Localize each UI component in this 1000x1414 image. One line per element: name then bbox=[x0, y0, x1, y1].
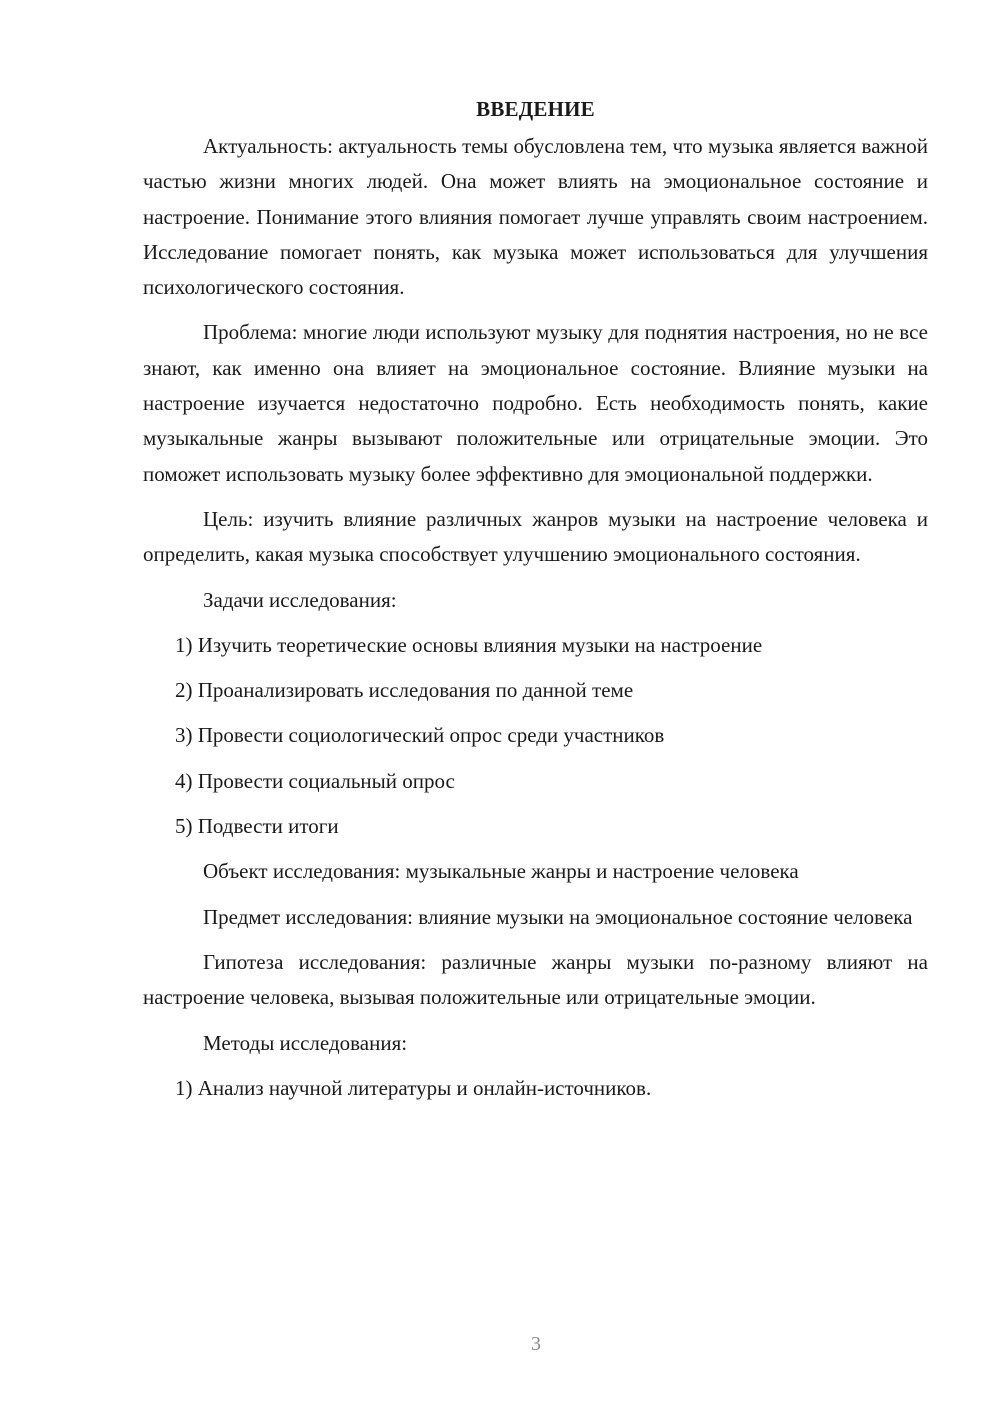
method-item: 1) Анализ научной литературы и онлайн-источников. bbox=[175, 1075, 652, 1100]
document-page bbox=[143, 92, 928, 1116]
problem-paragraph: Проблема: многие люди используют музыку для поднятия настроения, но не все знают, как именно она влияет на эмоциональное состояние. Влияние музыки на настроение изучается недостаточно подробно. Есть необходимость понять, какие музыкальные жанры вызывают положительные или отрицательные эмоции. Это поможет использовать музыку более эффективно для эмоциональной поддержки. bbox=[143, 320, 928, 486]
goal-paragraph: Цель: изучить влияние различных жанров музыки на настроение человека и определить, какая музыка способствует улучшению эмоционального состояния. bbox=[143, 506, 928, 567]
object-paragraph: Объект исследования: музыкальные жанры и настроение человека bbox=[203, 859, 799, 884]
page-number: 3 bbox=[531, 1333, 541, 1355]
tasks-heading: Задачи исследования: bbox=[203, 587, 397, 612]
task-item: 2) Проанализировать исследования по данной теме bbox=[175, 678, 634, 703]
subject-paragraph: Предмет исследования: влияние музыки на эмоциональное состояние человека bbox=[203, 904, 913, 929]
task-item: 3) Провести социологический опрос среди участников bbox=[175, 723, 665, 748]
methods-list bbox=[143, 1071, 928, 1106]
task-item: 4) Провести социальный опрос bbox=[175, 768, 455, 793]
task-item: 5) Подвести итоги bbox=[175, 814, 339, 839]
section-title: ВВЕДЕНИЕ bbox=[476, 97, 595, 121]
task-item: 1) Изучить теоретические основы влияния музыки на настроение bbox=[175, 632, 763, 657]
hypothesis-paragraph: Гипотеза исследования: различные жанры музыки по-разному влияют на настроение человека, вызывая положительные или отрицательные эмоции. bbox=[143, 949, 928, 1010]
tasks-list bbox=[143, 628, 928, 844]
methods-heading: Методы исследования: bbox=[203, 1030, 408, 1055]
relevance-paragraph: Актуальность: актуальность темы обусловлена тем, что музыка является важной частью жизни многих людей. Она может влиять на эмоциональное состояние и настроение. Понимание этого влияния помогает лучше управлять своим настроением. Исследование помогает понять, как музыка может использоваться для улучшения психологического состояния. bbox=[143, 134, 928, 300]
